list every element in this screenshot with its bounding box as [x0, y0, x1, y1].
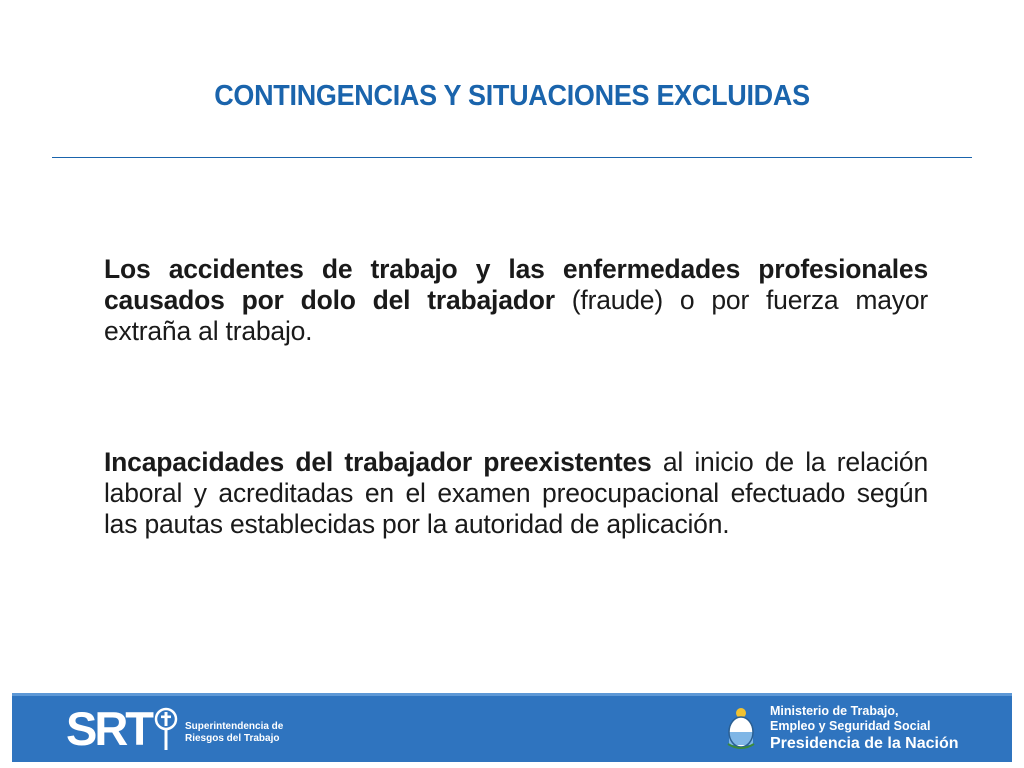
srt-subtitle: Superintendencia de Riesgos del Trabajo — [185, 721, 284, 744]
title-divider — [52, 157, 972, 158]
slide-title: CONTINGENCIAS Y SITUACIONES EXCLUIDAS — [214, 80, 810, 112]
argentina-coat-of-arms-icon — [726, 706, 756, 750]
paragraph-preexisting-incapacities — [104, 447, 928, 540]
paragraph-excluded-accidents — [104, 254, 928, 347]
footer-bar — [12, 693, 1012, 762]
srt-logo-text: SRT — [66, 701, 151, 755]
paragraph-text: (fraude) o por fuerza mayor extraña al trabajo. — [104, 285, 928, 346]
presidency-name: Presidencia de la Nación — [770, 734, 959, 752]
paragraph-bold-text: Los accidentes de trabajo y las enfermedades profesionales causados por dolo del trabajador — [104, 254, 928, 315]
srt-logo — [66, 700, 283, 756]
ministry-name-line2: Empleo y Seguridad Social — [770, 718, 931, 733]
paragraph-text: al inicio de la relación laboral y acreditadas en el examen preocupacional efectuado según las pautas establecidas por la autoridad de aplicación. — [104, 447, 928, 539]
paragraph-bold-text: Incapacidades del trabajador preexistentes — [104, 447, 652, 477]
government-logo — [726, 700, 959, 756]
srt-cross-icon — [153, 706, 179, 750]
ministry-name-line1: Ministerio de Trabajo, — [770, 703, 899, 718]
